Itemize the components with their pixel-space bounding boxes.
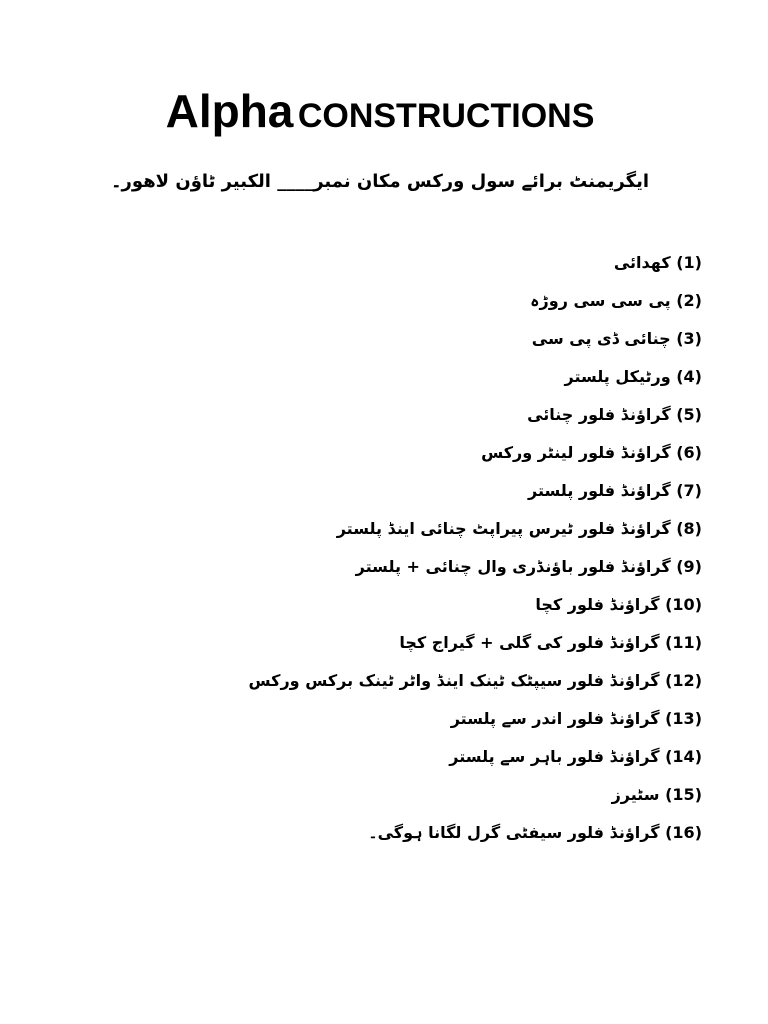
list-item	[249, 590, 702, 628]
list-item	[249, 400, 702, 438]
list-item	[249, 438, 702, 476]
item-number: (12)	[665, 671, 702, 690]
item-text: گراؤنڈ فلور سیفٹی گرل لگانا ہوگی۔	[368, 823, 660, 842]
item-text: چنائی ڈی پی سی	[531, 329, 671, 348]
item-number: (10)	[665, 595, 702, 614]
list-item	[249, 628, 702, 666]
item-text: پی سی سی روڑہ	[530, 291, 671, 310]
list-item	[249, 362, 702, 400]
list-item	[249, 324, 702, 362]
item-text: گراؤنڈ فلور پلستر	[528, 481, 671, 500]
item-number: (2)	[676, 291, 702, 310]
item-text: گراؤنڈ فلور سیپٹک ٹینک اینڈ واٹر ٹینک برکس ورکس	[248, 671, 660, 690]
item-text: گراؤنڈ فلور باؤنڈری وال چنائی + پلستر	[355, 557, 671, 576]
item-text: سٹیرز	[611, 785, 660, 804]
item-number: (1)	[676, 253, 702, 272]
item-number: (7)	[676, 481, 702, 500]
item-number: (5)	[676, 405, 702, 424]
list-item	[249, 780, 702, 818]
item-text: ورٹیکل پلستر	[564, 367, 671, 386]
list-item	[249, 286, 702, 324]
item-text: گراؤنڈ فلور چنائی	[527, 405, 671, 424]
item-text: گراؤنڈ فلور کی گلی + گیراج کچا	[399, 633, 660, 652]
list-item	[249, 552, 702, 590]
work-items-list	[249, 248, 702, 856]
item-number: (11)	[665, 633, 702, 652]
item-number: (4)	[676, 367, 702, 386]
item-text: گراؤنڈ فلور باہر سے پلستر	[449, 747, 660, 766]
item-number: (9)	[676, 557, 702, 576]
title-rest: CONSTRUCTIONS	[297, 97, 595, 135]
title-brand: Alpha	[165, 85, 294, 137]
list-item	[249, 248, 702, 286]
item-text: گراؤنڈ فلور ٹیرس پیراپٹ چنائی اینڈ پلستر	[336, 519, 671, 538]
page-title	[0, 84, 764, 138]
item-number: (8)	[676, 519, 702, 538]
list-item	[249, 666, 702, 704]
item-text: گراؤنڈ فلور اندر سے پلستر	[450, 709, 660, 728]
item-text: گراؤنڈ فلور لینٹر ورکس	[481, 443, 671, 462]
list-item	[249, 742, 702, 780]
item-text: کھدائی	[613, 253, 671, 272]
item-number: (13)	[665, 709, 702, 728]
list-item	[249, 476, 702, 514]
item-number: (16)	[665, 823, 702, 842]
item-number: (14)	[665, 747, 702, 766]
list-item	[249, 818, 702, 856]
item-text: گراؤنڈ فلور کچا	[535, 595, 660, 614]
list-item	[249, 704, 702, 742]
item-number: (3)	[676, 329, 702, 348]
agreement-subtitle: ایگریمنٹ برائے سول ورکس مکان نمبر____ الکبیر ٹاؤن لاھور۔	[111, 171, 649, 192]
item-number: (15)	[665, 785, 702, 804]
item-number: (6)	[676, 443, 702, 462]
list-item	[249, 514, 702, 552]
